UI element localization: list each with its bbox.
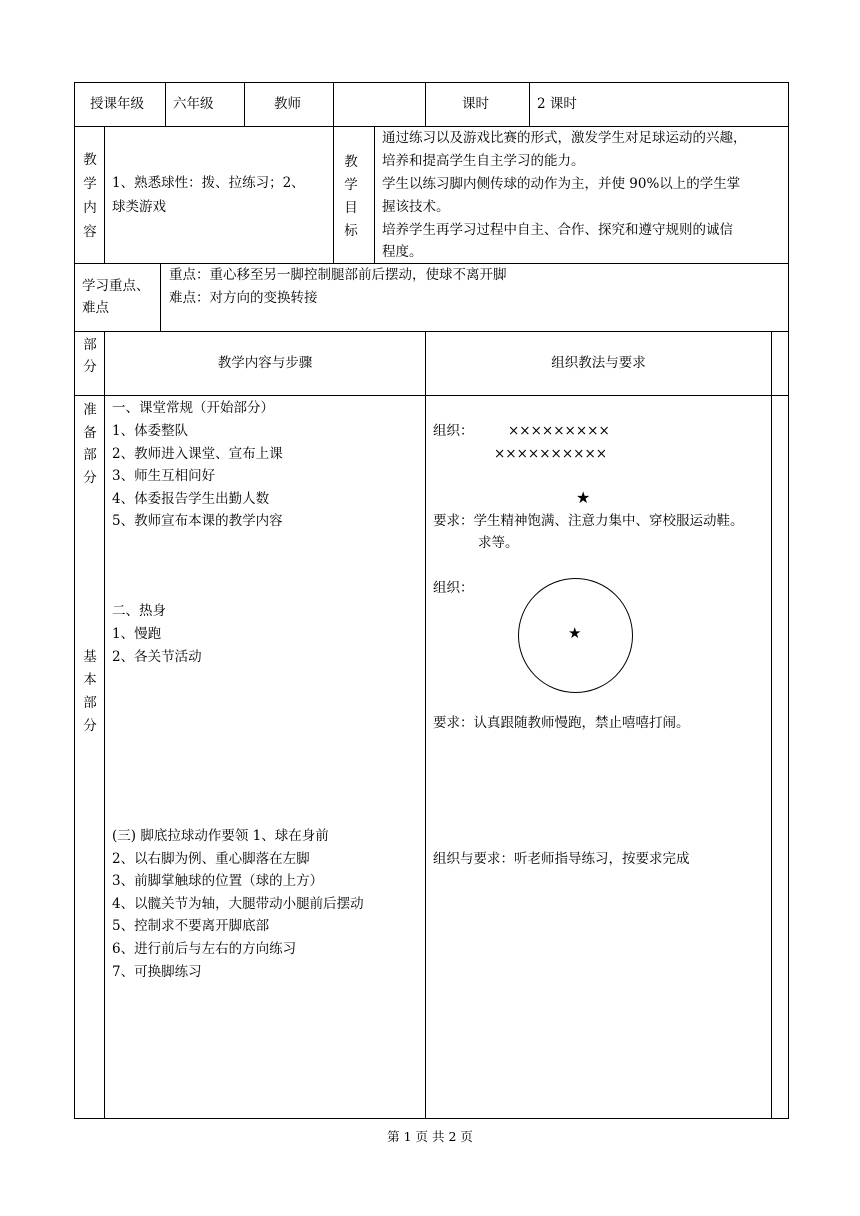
step-line: 2、教师进入课堂、宣布上课 xyxy=(112,446,283,462)
step-line: 6、进行前后与左右的方向练习 xyxy=(112,941,297,957)
requirement-text: 组织与要求：听老师指导练习，按要求完成 xyxy=(433,851,690,867)
step-line: 一、课堂常规（开始部分） xyxy=(112,400,274,416)
requirement-text: 求等。 xyxy=(478,535,519,551)
page-number: 第 1 页 共 2 页 xyxy=(387,1129,473,1144)
key-points-label: 难点 xyxy=(82,300,109,316)
steps-column-header: 教学内容与步骤 xyxy=(217,355,313,371)
grid-line xyxy=(74,395,789,396)
content-label-char: 容 xyxy=(83,224,97,240)
grid-line xyxy=(771,331,772,1118)
basic-label-char: 基 xyxy=(83,649,97,665)
step-line: 5、控制求不要离开脚底部 xyxy=(112,918,270,934)
step-line: 4、体委报告学生出勤人数 xyxy=(112,491,270,507)
grid-line xyxy=(74,1118,789,1119)
content-label-char: 教 xyxy=(83,152,97,168)
step-line: 2、各关节活动 xyxy=(112,649,202,665)
goal-line: 通过练习以及游戏比赛的形式，激发学生对足球运动的兴趣， xyxy=(382,130,747,146)
goals-label-char: 学 xyxy=(344,177,358,193)
content-line: 1、熟悉球性：拨、拉练习；2、 xyxy=(112,175,305,191)
step-line: 3、前脚掌触球的位置（球的上方） xyxy=(112,873,324,889)
hours-value: 2 课时 xyxy=(537,96,577,112)
methods-column-header: 组织教法与要求 xyxy=(551,355,646,371)
step-line: 3、师生互相问好 xyxy=(112,468,216,484)
part-label-char: 分 xyxy=(83,359,97,375)
step-line: 二、热身 xyxy=(112,603,166,619)
step-line: 2、以右脚为例、重心脚落在左脚 xyxy=(112,851,310,867)
basic-label-char: 本 xyxy=(83,672,97,688)
grade-label: 授课年级 xyxy=(90,96,144,112)
grid-line xyxy=(74,331,789,332)
goal-line: 握该技术。 xyxy=(382,199,450,215)
prep-label-char: 备 xyxy=(83,425,97,441)
prep-label-char: 部 xyxy=(83,447,97,463)
difficulty-text: 难点：对方向的变换转接 xyxy=(169,290,318,306)
grid-line xyxy=(425,331,426,1118)
step-line: 4、以髋关节为轴，大腿带动小腿前后摆动 xyxy=(112,896,364,912)
grid-line xyxy=(74,82,789,83)
goal-line: 学生以练习脚内侧传球的动作为主，并使 90%以上的学生掌 xyxy=(382,176,741,192)
step-line: 5、教师宣布本课的教学内容 xyxy=(112,513,283,529)
grid-line xyxy=(104,331,105,1118)
requirement-text: 要求：学生精神饱满、注意力集中、穿校服运动鞋。 xyxy=(433,513,744,529)
teacher-star-icon: ★ xyxy=(576,488,591,507)
step-line: 7、可换脚练习 xyxy=(112,964,202,980)
content-label-char: 学 xyxy=(83,176,97,192)
organization-label: 组织： xyxy=(433,580,474,596)
grid-line xyxy=(374,126,375,263)
grid-line xyxy=(788,82,789,1119)
goal-line: 培养和提高学生自主学习的能力。 xyxy=(382,153,585,169)
requirement-text: 要求：认真跟随教师慢跑，禁止嘻嘻打闹。 xyxy=(433,715,690,731)
step-line: 1、体委整队 xyxy=(112,423,189,439)
teacher-label: 教师 xyxy=(274,96,301,112)
prep-label-char: 准 xyxy=(83,402,97,418)
content-line: 球类游戏 xyxy=(112,199,166,215)
goals-label-char: 标 xyxy=(344,223,358,239)
grid-line xyxy=(104,126,105,263)
grid-line xyxy=(425,82,426,126)
grade-value: 六年级 xyxy=(173,96,214,112)
hours-label: 课时 xyxy=(462,96,489,112)
grid-line xyxy=(160,263,161,331)
grid-line xyxy=(165,82,166,126)
key-points-label: 学习重点、 xyxy=(82,278,150,294)
part-label-char: 部 xyxy=(83,337,97,353)
key-point-text: 重点：重心移至另一脚控制腿部前后摆动，使球不离开脚 xyxy=(169,267,507,283)
goals-label-char: 目 xyxy=(344,200,358,216)
goal-line: 程度。 xyxy=(382,244,423,260)
basic-label-char: 分 xyxy=(83,718,97,734)
step-line: 1、慢跑 xyxy=(112,626,162,642)
organization-label: 组织： xyxy=(433,423,474,439)
basic-label-char: 部 xyxy=(83,695,97,711)
goals-label-char: 教 xyxy=(344,154,358,170)
goal-line: 培养学生再学习过程中自主、合作、探究和遵守规则的诚信 xyxy=(382,222,733,238)
formation-row-2: ×××××××××× xyxy=(494,446,608,462)
content-label-char: 内 xyxy=(83,200,97,216)
formation-row-1: ××××××××× xyxy=(508,423,610,439)
grid-line xyxy=(333,126,334,263)
grid-line xyxy=(529,82,530,126)
grid-line xyxy=(244,82,245,126)
grid-line xyxy=(333,82,334,126)
prep-label-char: 分 xyxy=(83,470,97,486)
grid-line xyxy=(74,82,75,1119)
circle-star-icon: ★ xyxy=(568,624,582,642)
step-line: (三) 脚底拉球动作要领 1、球在身前 xyxy=(112,828,329,844)
